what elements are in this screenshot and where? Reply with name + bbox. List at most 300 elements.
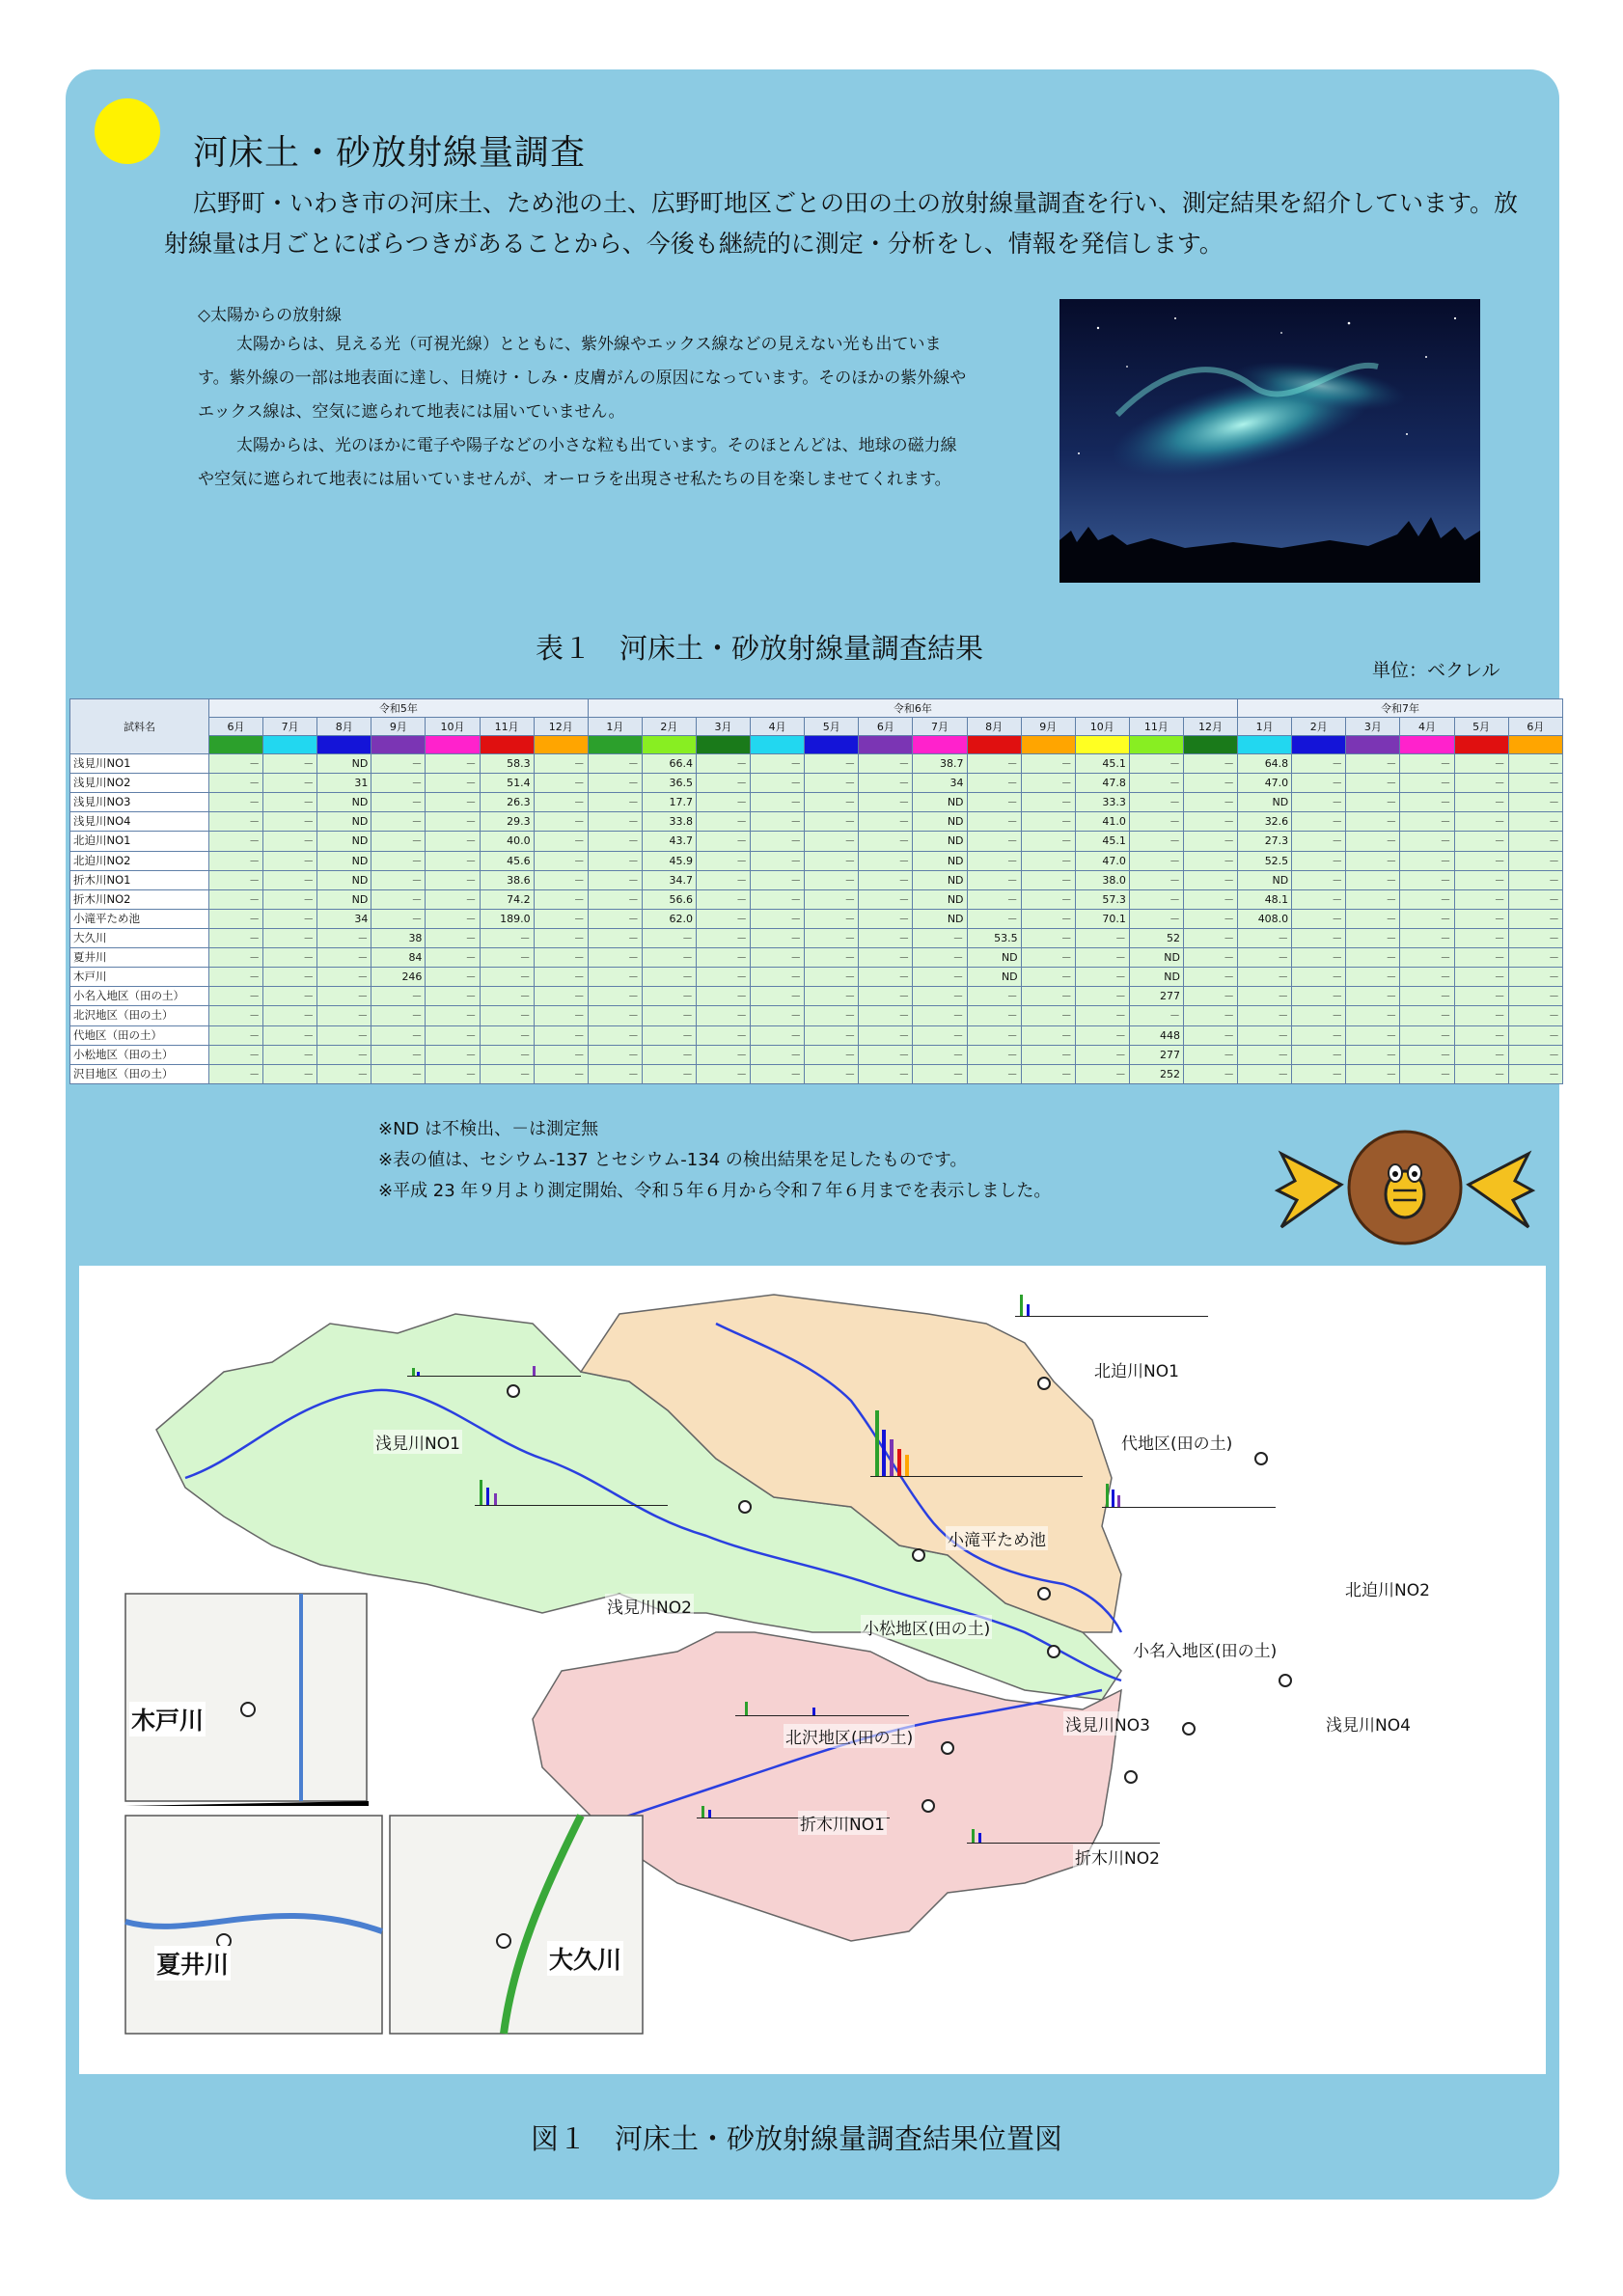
table-cell: － [588,832,642,851]
table-cell: － [1508,832,1562,851]
table-row [70,928,1563,947]
table-cell: － [534,909,588,928]
month-header: 9月 [371,718,426,736]
table-cell: － [1454,870,1508,889]
table-cell: － [642,1045,696,1064]
label-asami3: 浅見川NO3 [1063,1711,1152,1736]
table-cell: － [1238,968,1292,987]
table-cell: － [1183,987,1237,1006]
table-row [70,968,1563,987]
table-cell: － [534,754,588,774]
table-cell: － [1238,1025,1292,1045]
table-cell: － [209,851,263,870]
label-onairi: 小名入地区(田の土) [1131,1637,1279,1661]
month-header: 3月 [1346,718,1400,736]
table-cell: － [1183,1006,1237,1025]
table-cell: － [967,1025,1021,1045]
unit-label: 単位：ベクレル [1372,660,1500,681]
table-cell: － [1021,1045,1075,1064]
table-cell: 277 [1129,1045,1183,1064]
table-cell: － [480,928,534,947]
table-cell: － [1292,793,1346,812]
table-cell: － [426,968,480,987]
table-cell: 58.3 [480,754,534,774]
table-cell: － [1454,774,1508,793]
table-cell: 36.5 [642,774,696,793]
month-header: 6月 [859,718,913,736]
table-cell: － [751,793,805,812]
table-cell: ND [1129,948,1183,968]
table-cell: － [1021,774,1075,793]
table-cell: － [1075,948,1129,968]
label-asami1: 浅見川NO1 [373,1430,462,1454]
table-cell: － [1346,1006,1400,1025]
sample-name: 折木川NO1 [70,870,209,889]
table-cell: － [588,870,642,889]
month-header: 1月 [1238,718,1292,736]
table-cell: － [1346,793,1400,812]
table-cell: － [696,928,750,947]
table-title: 表１ 河床土・砂放射線量調査結果 [536,632,984,665]
table-cell: － [1400,968,1454,987]
table-cell: 33.3 [1075,793,1129,812]
table-cell: － [1292,870,1346,889]
aurora-photo [1059,299,1480,583]
table-cell: － [209,793,263,812]
table-cell: － [1346,928,1400,947]
table-cell: － [913,948,967,968]
table-cell: － [1292,1064,1346,1083]
table-cell: 45.6 [480,851,534,870]
table-cell: － [805,870,859,889]
color-swatch [1454,736,1508,754]
month-header: 6月 [209,718,263,736]
month-header: 9月 [1021,718,1075,736]
table-cell: 31 [317,774,371,793]
table-cell: － [1400,774,1454,793]
table-cell: 408.0 [1238,909,1292,928]
color-swatch [588,736,642,754]
table-cell: － [1292,1006,1346,1025]
table-cell: － [209,1025,263,1045]
table-cell: － [696,889,750,909]
table-cell: － [1346,812,1400,832]
table-cell: － [263,987,317,1006]
table-row [70,889,1563,909]
color-swatch [859,736,913,754]
table-cell: 246 [371,968,426,987]
table-cell: － [913,1006,967,1025]
sidebar-heading: ◇太陽からの放射線 [198,306,343,325]
table-cell: 33.8 [642,812,696,832]
table-cell: － [209,1045,263,1064]
table-cell: － [859,851,913,870]
table-cell: 84 [371,948,426,968]
color-swatch [209,736,263,754]
table-cell: － [805,774,859,793]
table-cell: － [751,987,805,1006]
table-cell: － [1292,1045,1346,1064]
table-cell: － [642,1025,696,1045]
table-cell: － [1454,1006,1508,1025]
label-kitazawa: 北沢地区(田の土) [784,1724,915,1748]
table-cell: 277 [1129,987,1183,1006]
table-cell: － [263,928,317,947]
table-cell: － [426,812,480,832]
table-cell: － [1454,928,1508,947]
sidebar-paragraph-2: 太陽からは、光のほかに電子や陽子などの小さな粒も出ています。そのほとんどは、地球の磁力線や空気に遮られて地表には届いていませんが、オーロラを出現させ私たちの目を楽しませてくれます。 [198,436,957,489]
table-cell: － [1292,754,1346,774]
table-cell: － [805,832,859,851]
month-header: 2月 [1292,718,1346,736]
table-cell: 189.0 [480,909,534,928]
table-cell: － [263,909,317,928]
inset-natsui-label: 夏井川 [154,1946,231,1981]
table-cell: － [696,1045,750,1064]
table-cell: － [426,1045,480,1064]
table-cell: － [1183,968,1237,987]
table-cell: － [1346,774,1400,793]
table-cell: － [1454,948,1508,968]
table-cell: ND [913,851,967,870]
table-cell: － [642,1006,696,1025]
table-cell: － [1346,851,1400,870]
table-cell: 70.1 [1075,909,1129,928]
table-cell: 448 [1129,1025,1183,1045]
table-cell: － [1508,774,1562,793]
table-cell: － [1292,928,1346,947]
table-cell: － [1129,832,1183,851]
table-cell: － [859,812,913,832]
table-cell: － [1183,909,1237,928]
table-cell: － [1021,754,1075,774]
table-cell: － [642,928,696,947]
table-cell: － [263,1064,317,1083]
table-cell: ND [967,948,1021,968]
table-cell: － [1075,968,1129,987]
table-cell: － [426,909,480,928]
sample-name: 小松地区（田の土） [70,1045,209,1064]
table-cell: － [967,812,1021,832]
table-cell: － [1292,889,1346,909]
table-cell: － [317,1025,371,1045]
table-cell: － [1238,987,1292,1006]
table-cell: － [371,754,426,774]
table-cell: － [209,870,263,889]
table-cell: － [263,832,317,851]
table-cell: － [371,1025,426,1045]
sample-name: 浅見川NO4 [70,812,209,832]
table-cell: － [426,793,480,812]
table-cell: － [913,987,967,1006]
table-row [70,909,1563,928]
table-cell: － [805,968,859,987]
table-cell: － [967,1064,1021,1083]
table-cell: 40.0 [480,832,534,851]
label-kotaki: 小滝平ため池 [946,1526,1048,1550]
table-cell: － [696,870,750,889]
map-graphic [79,1266,1546,2074]
label-kitasako2: 北迫川NO2 [1343,1576,1432,1600]
table-cell: ND [967,968,1021,987]
table-cell: ND [317,832,371,851]
table-cell: － [426,754,480,774]
table-cell: － [534,987,588,1006]
table-cell: － [1075,1025,1129,1045]
color-swatch [751,736,805,754]
table-cell: － [1183,851,1237,870]
month-header: 12月 [534,718,588,736]
table-cell: － [1183,948,1237,968]
table-cell: － [1021,928,1075,947]
table-cell: － [588,889,642,909]
table-cell: － [1183,889,1237,909]
table-cell: － [1075,1045,1129,1064]
table-cell: － [1183,1045,1237,1064]
color-swatch [1129,736,1183,754]
table-cell: － [1183,832,1237,851]
table-cell: － [534,1025,588,1045]
month-header: 7月 [263,718,317,736]
color-swatch [317,736,371,754]
table-cell: － [588,774,642,793]
table-cell: 29.3 [480,812,534,832]
table-cell: － [480,968,534,987]
table-cell: － [1508,987,1562,1006]
label-asami2: 浅見川NO2 [605,1594,694,1618]
table-cell: － [1183,774,1237,793]
table-cell: ND [317,754,371,774]
table-cell: － [317,1064,371,1083]
table-cell: － [426,1064,480,1083]
table-cell: － [209,928,263,947]
sample-name: 大久川 [70,928,209,947]
table-cell: － [263,754,317,774]
table-cell: － [371,1045,426,1064]
table-cell: － [1021,851,1075,870]
sample-name: 小名入地区（田の土） [70,987,209,1006]
table-row [70,793,1563,812]
table-cell: － [696,1064,750,1083]
table-cell: － [1021,793,1075,812]
month-header: 11月 [480,718,534,736]
table-cell: － [1400,909,1454,928]
table-cell: － [1454,968,1508,987]
table-cell: － [967,774,1021,793]
table-cell: 45.9 [642,851,696,870]
table-cell: － [1508,928,1562,947]
table-cell: － [751,968,805,987]
table-cell: 26.3 [480,793,534,812]
table-cell: － [967,889,1021,909]
table-cell: 66.4 [642,754,696,774]
table-cell: － [1129,909,1183,928]
table-cell: － [534,774,588,793]
table-cell: － [751,928,805,947]
table-cell: － [696,832,750,851]
sidebar-paragraph-1: 太陽からは、見える光（可視光線）とともに、紫外線やエックス線などの見えない光も出ています。紫外線の一部は地表面に達し、日焼け・しみ・皮膚がんの原因になっています。そのほかの紫外線やエックス線は、空気に遮られて地表には届いていません。 [198,335,967,422]
table-cell: － [805,928,859,947]
table-cell: － [1183,793,1237,812]
table-cell: － [263,793,317,812]
table-cell: － [859,793,913,812]
table-cell: － [209,987,263,1006]
table-cell: － [371,774,426,793]
table-cell: － [534,832,588,851]
table-cell: － [1454,909,1508,928]
table-cell: － [859,870,913,889]
table-cell: 51.4 [480,774,534,793]
table-cell: 252 [1129,1064,1183,1083]
label-asami4: 浅見川NO4 [1324,1711,1413,1736]
table-cell: － [1021,987,1075,1006]
table-cell: － [1021,909,1075,928]
color-swatch [1075,736,1129,754]
table-cell: － [480,1045,534,1064]
table-cell: － [967,1006,1021,1025]
color-swatch [1183,736,1237,754]
table-cell: 62.0 [642,909,696,928]
month-header: 1月 [588,718,642,736]
sample-name: 折木川NO2 [70,889,209,909]
table-cell: 34 [913,774,967,793]
table-cell: － [967,832,1021,851]
table-cell: 56.6 [642,889,696,909]
table-cell: 41.0 [1075,812,1129,832]
month-header: 8月 [967,718,1021,736]
table-cell: － [588,793,642,812]
table-cell: 53.5 [967,928,1021,947]
table-cell: － [371,793,426,812]
table-cell: － [1508,968,1562,987]
table-row [70,1006,1563,1025]
month-header: 12月 [1183,718,1237,736]
table-cell: － [534,1064,588,1083]
table-cell: － [859,968,913,987]
table-cell: － [1021,832,1075,851]
color-swatch [426,736,480,754]
table-cell: － [1400,987,1454,1006]
table-cell: － [588,1025,642,1045]
table-cell: － [1183,1025,1237,1045]
table-cell: － [1454,812,1508,832]
table-cell: － [426,889,480,909]
table-cell: － [263,948,317,968]
table-cell: － [1508,889,1562,909]
results-table [69,698,1563,1084]
year-header: 令和6年 [588,699,1237,718]
table-cell: 45.1 [1075,754,1129,774]
table-cell: － [1129,754,1183,774]
table-cell: － [913,968,967,987]
sample-name: 北迫川NO2 [70,851,209,870]
table-cell: － [1508,1025,1562,1045]
table-cell: － [426,928,480,947]
color-swatch [642,736,696,754]
table-cell: － [751,1064,805,1083]
color-swatch [1292,736,1346,754]
notes [378,1114,1051,1207]
mascot-illustration [1274,1127,1536,1248]
table-cell: － [1508,948,1562,968]
table-cell: － [317,1006,371,1025]
table-cell: ND [317,793,371,812]
table-cell: ND [1238,793,1292,812]
table-cell: － [209,832,263,851]
color-swatch [534,736,588,754]
table-cell: 45.1 [1075,832,1129,851]
table-cell: － [1183,928,1237,947]
table-cell: － [371,987,426,1006]
table-cell: ND [913,832,967,851]
sample-name: 沢目地区（田の土） [70,1064,209,1083]
month-header: 10月 [1075,718,1129,736]
table-cell: － [859,1064,913,1083]
table-cell: － [1129,1006,1183,1025]
table-cell: － [1454,754,1508,774]
table-cell: ND [1129,968,1183,987]
table-cell: ND [317,870,371,889]
table-cell: － [1075,1006,1129,1025]
table-cell: － [751,948,805,968]
table-cell: － [317,968,371,987]
table-cell: － [859,1025,913,1045]
table-cell: － [588,754,642,774]
table-cell: 34.7 [642,870,696,889]
table-cell: 47.8 [1075,774,1129,793]
table-row [70,948,1563,968]
table-cell: － [317,928,371,947]
table-cell: － [642,1064,696,1083]
color-swatch [696,736,750,754]
month-header: 8月 [317,718,371,736]
note-2: ※表の値は、セシウム-137 とセシウム-134 の検出結果を足したものです。 [378,1150,968,1170]
table-cell: － [859,889,913,909]
table-cell: 34 [317,909,371,928]
table-cell: － [426,987,480,1006]
table-cell: － [588,948,642,968]
table-cell: － [696,774,750,793]
table-cell: ND [317,851,371,870]
table-cell: － [588,1045,642,1064]
table-cell: － [1346,948,1400,968]
table-cell: － [805,851,859,870]
table-cell: － [1021,1064,1075,1083]
color-swatch [805,736,859,754]
table-cell: － [588,987,642,1006]
table-cell: － [209,1006,263,1025]
table-cell: － [967,793,1021,812]
intro-text: 広野町・いわき市の河床土、ため池の土、広野町地区ごとの田の土の放射線量調査を行い、測定結果を紹介しています。放射線量は月ごとにばらつきがあることから、今後も継続的に測定・分析をし、情報を発信します。 [164,189,1519,258]
table-cell: － [426,832,480,851]
table-cell: － [751,774,805,793]
month-header: 7月 [913,718,967,736]
table-cell: － [751,909,805,928]
table-cell: － [1021,1006,1075,1025]
table-cell: － [209,909,263,928]
table-cell: － [696,909,750,928]
table-cell: － [371,1064,426,1083]
table-cell: － [1454,832,1508,851]
label-dai: 代地区(田の土) [1119,1430,1234,1454]
table-cell: － [1238,1064,1292,1083]
table-cell: － [805,1064,859,1083]
table-cell: － [1292,909,1346,928]
table-cell: 48.1 [1238,889,1292,909]
table-cell: － [751,1006,805,1025]
month-header: 11月 [1129,718,1183,736]
table-cell: － [696,793,750,812]
